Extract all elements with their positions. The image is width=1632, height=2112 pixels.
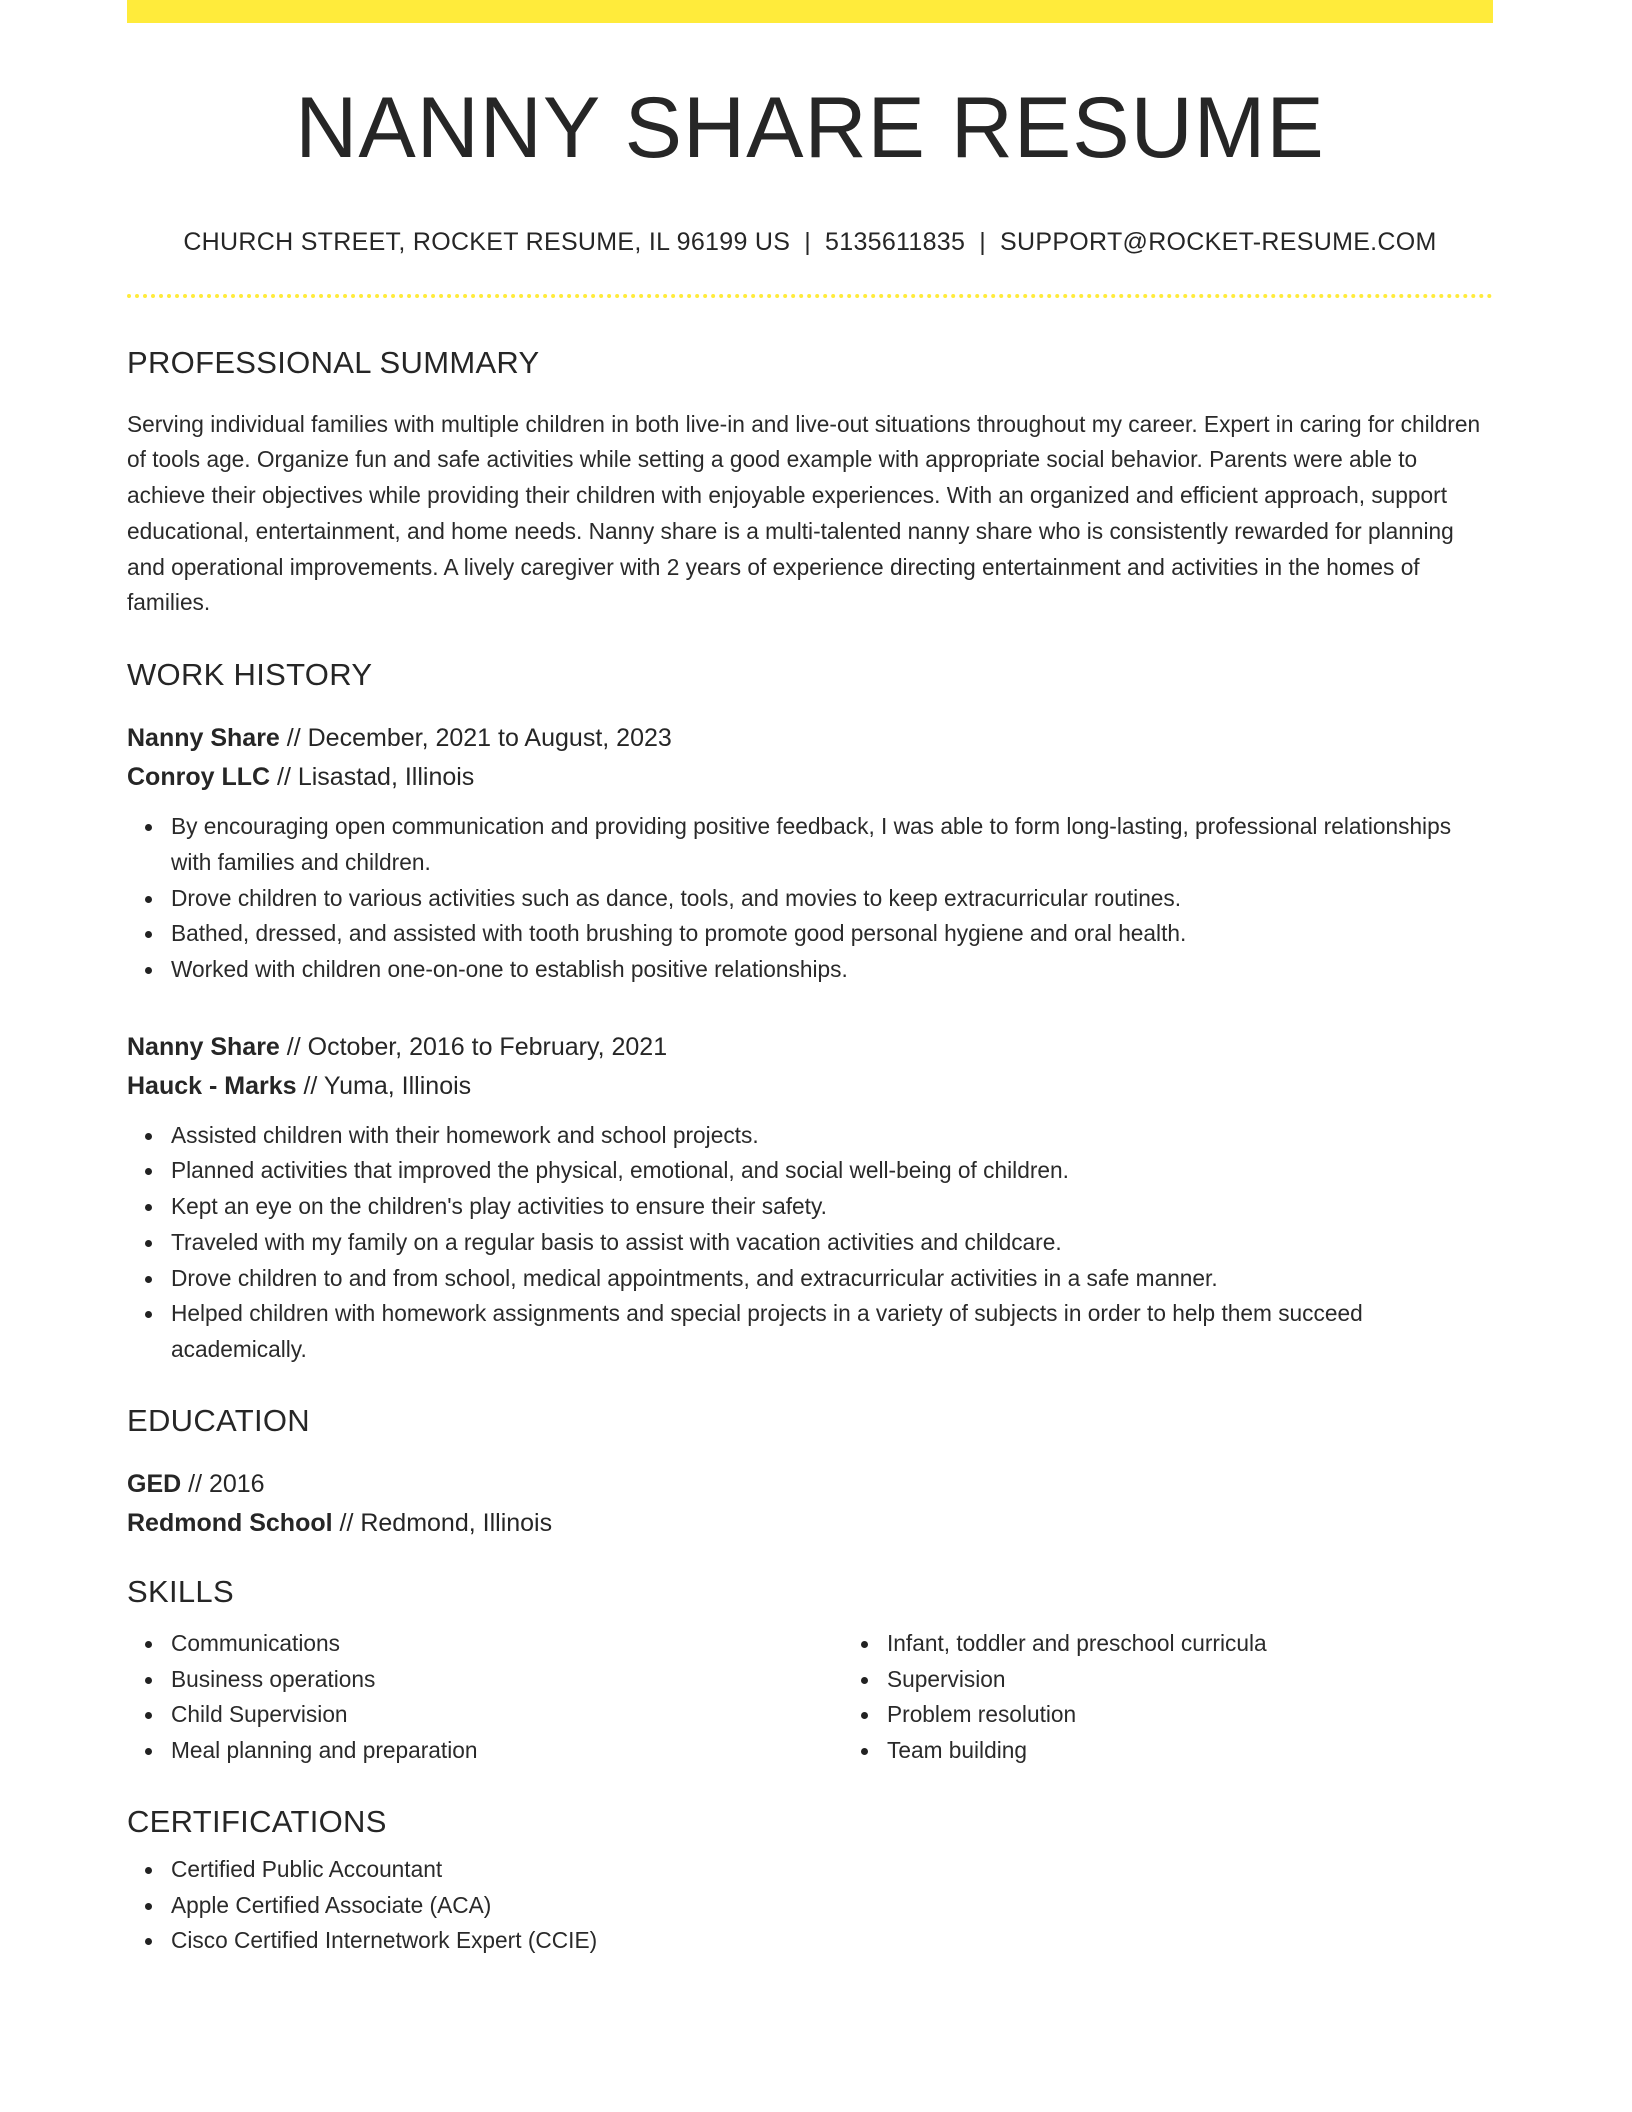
contact-phone[interactable]: 5135611835 — [825, 227, 966, 256]
list-item: Apple Certified Associate (ACA) — [171, 1888, 1493, 1924]
list-item: Drove children to and from school, medical appointments, and extracurricular activities in a safe manner. — [171, 1261, 1493, 1297]
education-degree: GED — [127, 1469, 182, 1498]
list-item: By encouraging open communication and providing positive feedback, I was able to form long-lasting, professional relationships with families and children. — [171, 809, 1493, 880]
job-dates: // December, 2021 to August, 2023 — [279, 724, 672, 753]
contact-line — [127, 228, 1493, 257]
skills-column-left — [127, 1626, 843, 1769]
list-item: Communications — [171, 1626, 843, 1662]
section-title-skills: SKILLS — [127, 1573, 234, 1609]
list-item: Planned activities that improved the physical, emotional, and social well-being of children. — [171, 1153, 1493, 1189]
list-item: Traveled with my family on a regular basis to assist with vacation activities and childcare. — [171, 1225, 1493, 1261]
list-item: Cisco Certified Internetwork Expert (CCIE) — [171, 1923, 1493, 1959]
education-school-line — [127, 1504, 1493, 1543]
contact-email[interactable]: SUPPORT@ROCKET-RESUME.COM — [1000, 227, 1437, 256]
education-location: // Redmond, Illinois — [332, 1508, 553, 1537]
list-item: Worked with children one-on-one to establish positive relationships. — [171, 952, 1493, 988]
resume-name: NANNY SHARE RESUME — [295, 80, 1325, 176]
section-title-work-history: WORK HISTORY — [127, 657, 373, 692]
education-year: // 2016 — [181, 1469, 265, 1498]
list-item: Supervision — [887, 1662, 1559, 1698]
job-position-line — [127, 719, 1493, 758]
list-item: Team building — [887, 1733, 1559, 1769]
resume-page — [127, 0, 1493, 1959]
list-item: Kept an eye on the children's play activities to ensure their safety. — [171, 1189, 1493, 1225]
list-item: Child Supervision — [171, 1697, 843, 1733]
list-item: Drove children to various activities such as dance, tools, and movies to keep extracurricular routines. — [171, 881, 1493, 917]
education-entry — [127, 1465, 1493, 1543]
job-company-line — [127, 758, 1493, 797]
job-location: // Yuma, Illinois — [296, 1071, 472, 1100]
job-position-line — [127, 1028, 1493, 1067]
list-item: Helped children with homework assignments and special projects in a variety of subjects in order to help them succeed academically. — [171, 1296, 1493, 1367]
job-location: // Lisastad, Illinois — [270, 763, 475, 792]
job-position: Nanny Share — [127, 1032, 280, 1061]
contact-address: CHURCH STREET, ROCKET RESUME, IL 96199 US — [183, 227, 791, 256]
list-item: Meal planning and preparation — [171, 1733, 843, 1769]
job-entry — [127, 1028, 1493, 1368]
summary-text: Serving individual families with multiple children in both live-in and live-out situations throughout my career. Expert in caring for children of tools age. Organize fun and safe activities while setting a good example with appropriate social behavior. Parents were able to achieve their objectives while providing their children with enjoyable experiences. With an organized and efficient approach, support educational, entertainment, and home needs. Nanny share is a multi-talented nanny share who is consistently rewarded for planning and operational improvements. A lively caregiver with 2 years of experience directing entertainment and activities in the homes of families. — [127, 410, 1481, 616]
contact-separator: | — [979, 227, 987, 256]
section-title-education: EDUCATION — [127, 1402, 310, 1438]
dotted-divider — [127, 294, 1493, 298]
job-bullets — [127, 809, 1493, 988]
list-item: Bathed, dressed, and assisted with tooth brushing to promote good personal hygiene and oral health. — [171, 916, 1493, 952]
list-item: Business operations — [171, 1662, 843, 1698]
job-dates: // October, 2016 to February, 2021 — [279, 1032, 668, 1061]
list-item: Problem resolution — [887, 1697, 1559, 1733]
certifications-list — [127, 1852, 1493, 1959]
skills-column-right — [843, 1626, 1559, 1769]
skills-grid — [127, 1626, 1493, 1769]
section-title-summary: PROFESSIONAL SUMMARY — [127, 344, 540, 380]
section-title-certifications: CERTIFICATIONS — [127, 1803, 387, 1839]
job-company: Conroy LLC — [127, 763, 271, 792]
job-company-line — [127, 1067, 1493, 1106]
education-degree-line — [127, 1465, 1493, 1504]
contact-separator: | — [804, 227, 812, 256]
list-item: Assisted children with their homework and school projects. — [171, 1118, 1493, 1154]
accent-bar — [127, 0, 1493, 23]
job-position: Nanny Share — [127, 724, 280, 753]
education-school: Redmond School — [127, 1508, 333, 1537]
list-item: Certified Public Accountant — [171, 1852, 1493, 1888]
list-item: Infant, toddler and preschool curricula — [887, 1626, 1559, 1662]
job-bullets — [127, 1118, 1493, 1368]
job-company: Hauck - Marks — [127, 1071, 297, 1100]
job-entry — [127, 719, 1493, 988]
